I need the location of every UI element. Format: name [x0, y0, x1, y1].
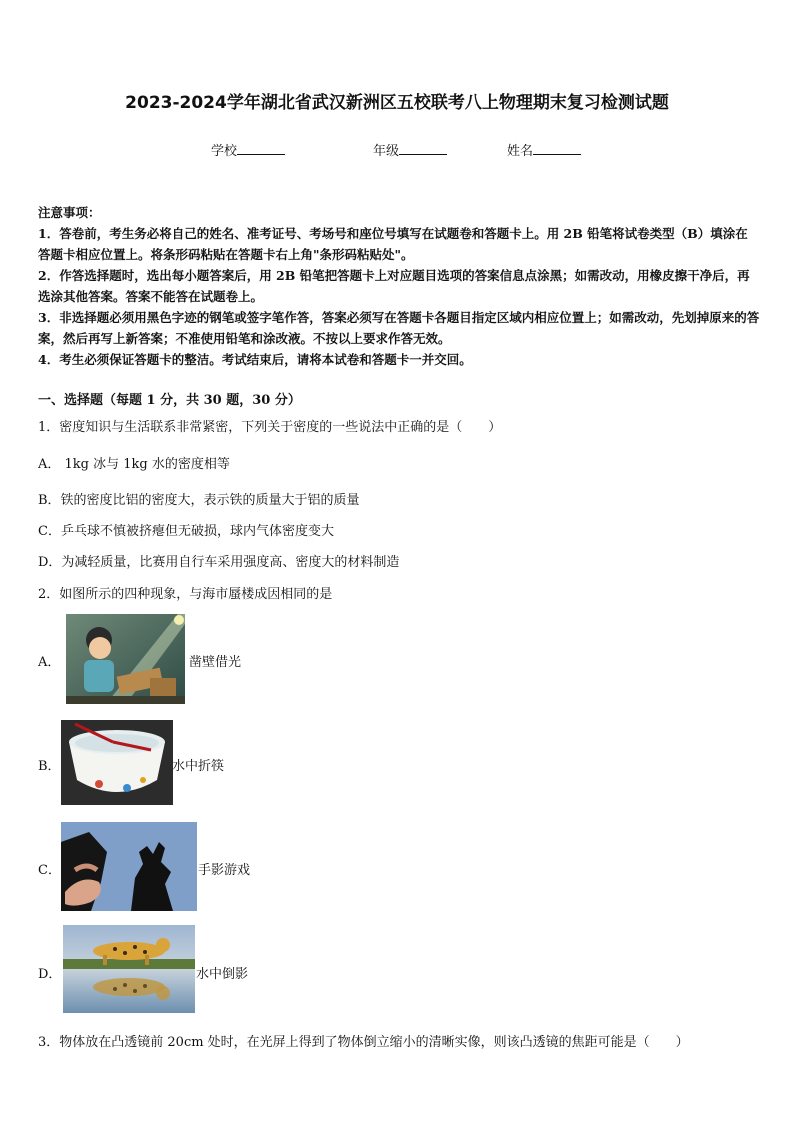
question-1-option-a: A． 1kg 冰与 1kg 水的密度相等 — [38, 457, 230, 472]
section-heading: 一、选择题（每题 1 分，共 30 题，30 分） — [38, 393, 301, 408]
exam-notes — [38, 202, 760, 370]
question-2-stem: 2．如图所示的四种现象，与海市蜃楼成因相同的是 — [38, 587, 333, 602]
question-2-option-a-caption: 凿壁借光 — [189, 655, 242, 670]
school-blank — [237, 142, 285, 155]
question-2-option-a-label: A． — [38, 655, 61, 670]
question-2-option-c-caption: 手影游戏 — [198, 863, 251, 878]
bent-chopstick-image — [61, 720, 173, 805]
grade-blank — [399, 142, 447, 155]
grade-field — [373, 140, 447, 159]
name-field — [507, 140, 581, 159]
question-1-option-b: B．铁的密度比铝的密度大，表示铁的质量大于铝的质量 — [38, 493, 360, 508]
note-item: 4．考生必须保证答题卡的整洁。考试结束后，请将本试卷和答题卡一并交回。 — [38, 352, 472, 367]
name-blank — [533, 142, 581, 155]
question-2-option-d-caption: 水中倒影 — [196, 967, 249, 982]
question-2-option-d-label: D． — [38, 967, 62, 982]
question-2-option-c-label: C． — [38, 863, 61, 878]
question-2-option-b-label: B． — [38, 759, 61, 774]
school-label: 学校 — [211, 144, 238, 159]
name-label: 姓名 — [507, 144, 534, 159]
grade-label: 年级 — [373, 144, 400, 159]
note-item: 3．非选择题必须用黑色字迹的钢笔或签字笔作答，答案必须写在答题卡各题目指定区域内相应位置上；如需改动，先划掉原来的答案，然后再写上新答案；不准使用铅笔和涂改液。不按以上要求作答无效。 — [38, 310, 760, 346]
leopard-reflection-illustration — [63, 925, 195, 1013]
chiseling-wall-image — [66, 614, 185, 704]
question-1-option-d: D．为减轻质量，比赛用自行车采用强度高、密度大的材料制造 — [38, 555, 400, 570]
page-title: 2023-2024学年湖北省武汉新洲区五校联考八上物理期末复习检测试题 — [125, 93, 669, 113]
water-reflection-image — [63, 925, 195, 1013]
question-3-stem: 3．物体放在凸透镜前 20cm 处时，在光屏上得到了物体倒立缩小的清晰实像，则该凸透镜的焦距可能是（ ） — [38, 1035, 689, 1050]
chiseling-wall-illustration — [66, 614, 185, 704]
question-2-option-b-caption: 水中折筷 — [172, 759, 225, 774]
note-item: 1．答卷前，考生务必将自己的姓名、准考证号、考场号和座位号填写在试题卷和答题卡上。用 2B 铅笔将试卷类型（B）填涂在答题卡相应位置上。将条形码粘贴在答题卡右上角"条形码粘贴处"。 — [38, 226, 748, 262]
school-field — [211, 140, 285, 159]
hand-shadow-image — [61, 822, 197, 911]
question-1-stem: 1．密度知识与生活联系非常紧密，下列关于密度的一些说法中正确的是（ ） — [38, 420, 502, 435]
question-1-option-c: C．乒乓球不慎被挤瘪但无破损，球内气体密度变大 — [38, 524, 334, 539]
bent-chopstick-illustration — [61, 720, 173, 805]
note-item: 2．作答选择题时，选出每小题答案后，用 2B 铅笔把答题卡上对应题目选项的答案信息点涂黑；如需改动，用橡皮擦干净后，再选涂其他答案。答案不能答在试题卷上。 — [38, 268, 750, 304]
notes-heading: 注意事项： — [38, 205, 101, 220]
hand-shadow-illustration — [61, 822, 197, 911]
